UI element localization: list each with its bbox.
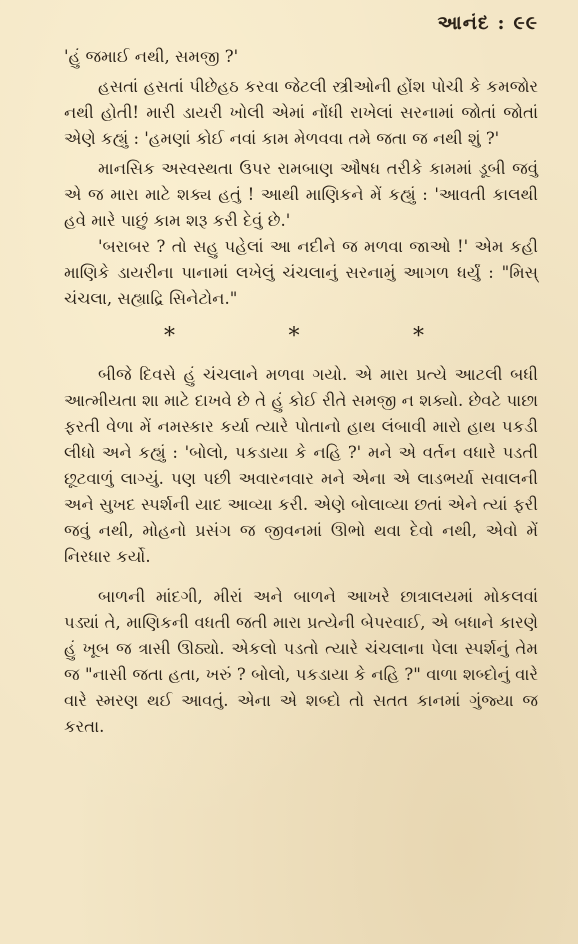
- paragraph: બાળની માંદગી, મીરાં અને બાળને આખરે છાત્રાલયમાં મોકલવાં પડ્યાં તે, માણિકની વધતી જતી મારા પ્રત્યેની બેપરવાઈ, એ બધાને કારણે હું ખૂબ જ ત્રાસી ઊઠ્યો. એકલો પડતો ત્યારે ચંચલાના પેલા સ્પર્શનું તેમ જ "નાસી જતા હતા, ખરું ? બોલો, પકડાયા કે નહિ ?" વાળા શબ્દોનું વારે વારે સ્મરણ થઈ આવતું. એના એ શબ્દો તો સતત કાનમાં ગુંજ્યા જ કરતા.: [64, 587, 538, 736]
- section-break: [164, 326, 424, 348]
- body-text: [64, 44, 538, 740]
- page-number: ૯૯: [513, 12, 538, 34]
- running-header-title: આનંદ: [437, 12, 490, 34]
- asterism: *: [164, 324, 175, 349]
- paragraph: 'બરાબર ? તો સહુ પહેલાં આ નદીને જ મળવા જાઓ !' એમ કહી માણિકે ડાયરીના પાનામાં લખેલું ચંચલાનું સરનામું આગળ ધર્યું : "મિસ્ ચંચલા, સહ્યાદ્રિ સિનેટોન.": [64, 237, 538, 308]
- running-header: [438, 12, 538, 34]
- paragraph: હસતાં હસતાં પીછેહઠ કરવા જેટલી સ્ત્રીઓની હોંશ પોચી કે કમજોર નથી હોતી! મારી ડાયરી ખોલી એમાં નોંધી રાખેલાં સરનામાં જોતાં જોતાં એણે કહ્યું : 'હમણાં કોઈ નવાં કામ મેળવવા તમે જતા જ નથી શું ?': [64, 77, 538, 148]
- running-header-separator: :: [497, 12, 506, 34]
- paragraph-opening-line: 'હું જમાઈ નથી, સમજી ?': [64, 47, 239, 66]
- asterism: *: [413, 324, 424, 349]
- paragraph: માનસિક અસ્વસ્થતા ઉપર રામબાણ ઔષધ તરીકે કામમાં ડૂબી જવું એ જ મારા માટે શક્ય હતું ! આથી માણિકને મેં કહ્યું : 'આવતી કાલથી હવે મારે પાછું કામ શરૂ કરી દેવું છે.': [64, 159, 538, 230]
- paragraph: બીજે દિવસે હું ચંચલાને મળવા ગયો. એ મારા પ્રત્યે આટલી બધી આત્મીયતા શા માટે દાખવે છે તે હું કોઈ રીતે સમજી ન શક્યો. છેવટે પાછા ફરતી વેળા મેં નમસ્કાર કર્યા ત્યારે પોતાનો હાથ લંબાવી મારો હાથ પકડી લીધો અને કહ્યું : 'બોલો, પકડાયા કે નહિ ?' મને એ વર્તન વધારે પડતી છૂટવાળું લાગ્યું. પણ પછી અવારનવાર મને એના એ લાડભર્યા સવાલની અને સુખદ સ્પર્શની યાદ આવ્યા કરી. એણે બોલાવ્યા છતાં એને ત્યાં ફરી જવું નથી, મોહનો પ્રસંગ જ જીવનમાં ઊભો થવા દેવો નથી, એવો મેં નિરધાર કર્યો.: [64, 365, 538, 566]
- asterism: *: [288, 324, 300, 349]
